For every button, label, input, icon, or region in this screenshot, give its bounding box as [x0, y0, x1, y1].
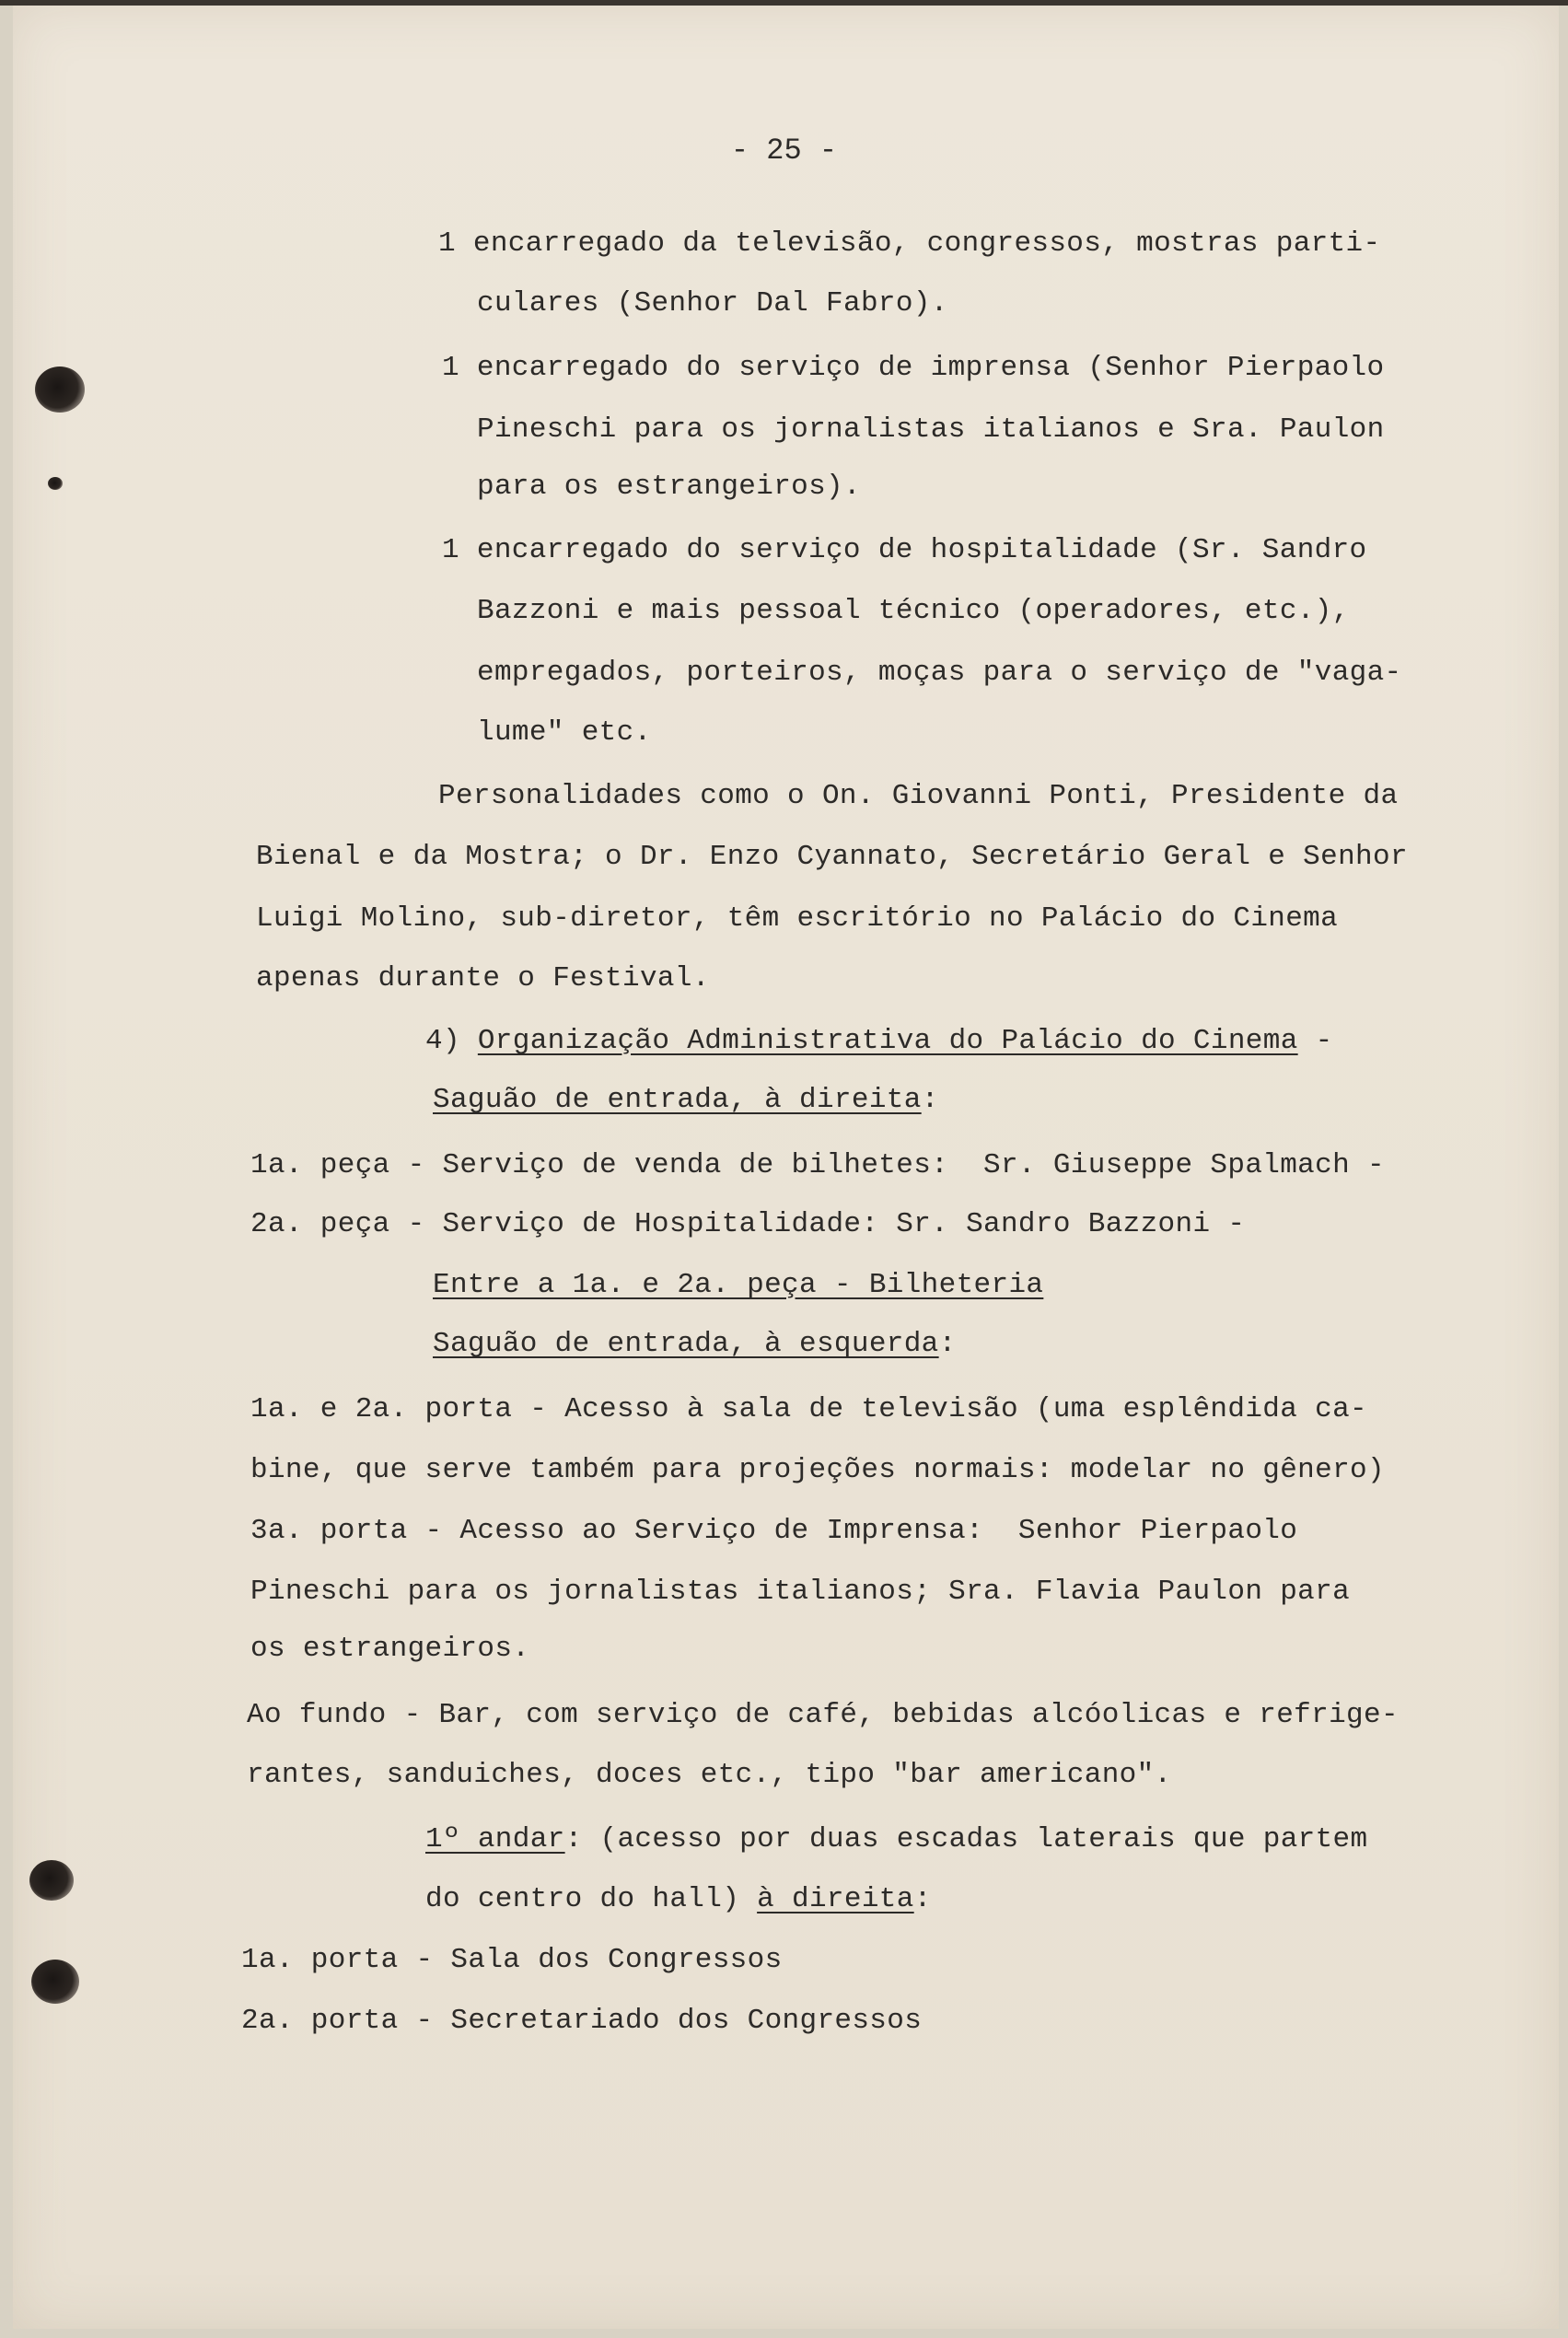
text-line: lume" etc. — [477, 716, 652, 749]
section-heading — [425, 1023, 1333, 1060]
punch-hole-bottom — [31, 1960, 79, 2004]
text-line: 1a. porta - Sala dos Congressos — [241, 1944, 783, 1976]
text-line: 1a. peça - Serviço de venda de bilhetes: Sr. Giuseppe Spalmach - — [250, 1149, 1385, 1181]
punch-mark-small — [48, 477, 63, 490]
text-line: Bazzoni e mais pessoal técnico (operadores, etc.), — [477, 595, 1350, 627]
section-number: 4) — [425, 1025, 478, 1057]
text-line: empregados, porteiros, moças para o serviço de "vaga- — [477, 657, 1402, 689]
text-line: culares (Senhor Dal Fabro). — [477, 287, 948, 320]
subheading — [425, 1821, 1367, 1858]
text-line: 1 encarregado do serviço de imprensa (Senhor Pierpaolo — [442, 352, 1385, 384]
text-line: 2a. porta - Secretariado dos Congressos — [241, 2005, 923, 2037]
subheading — [433, 1082, 939, 1119]
subheading: Entre a 1a. e 2a. peça - Bilheteria — [433, 1269, 1044, 1301]
punch-hole-top — [35, 366, 85, 413]
text-line: Pineschi para os jornalistas italianos; Sra. Flavia Paulon para — [250, 1576, 1351, 1608]
text-line: 1 encarregado da televisão, congressos, mostras parti- — [438, 227, 1381, 260]
text-colon: : — [913, 1883, 932, 1915]
text-line: 2a. peça - Serviço de Hospitalidade: Sr. Sandro Bazzoni - — [250, 1208, 1246, 1240]
text-line: os estrangeiros. — [250, 1633, 530, 1665]
text-line: para os estrangeiros). — [477, 471, 861, 503]
page-number: - 25 - — [730, 134, 838, 168]
text-line: 3a. porta - Acesso ao Serviço de Imprensa: Senhor Pierpaolo — [250, 1515, 1298, 1547]
text-line: Personalidades como o On. Giovanni Ponti, Presidente da — [438, 780, 1399, 812]
section-title: Organização Administrativa do Palácio do Cinema — [477, 1025, 1298, 1057]
text-line: 1a. e 2a. porta - Acesso à sala de televisão (uma esplêndida ca- — [250, 1393, 1367, 1425]
punch-hole-lower — [29, 1860, 74, 1901]
text-line: Luigi Molino, sub-diretor, têm escritório no Palácio do Cinema — [256, 902, 1339, 935]
text-line: Bienal e da Mostra; o Dr. Enzo Cyannato, Secretário Geral e Senhor — [256, 841, 1408, 873]
subheading-title: Saguão de entrada, à direita — [433, 1084, 922, 1116]
text-line: rantes, sanduiches, doces etc., tipo "bar americano". — [247, 1759, 1172, 1791]
text-line: Pineschi para os jornalistas italianos e Sra. Paulon — [477, 413, 1385, 446]
text-line: Ao fundo - Bar, com serviço de café, bebidas alcóolicas e refrige- — [247, 1699, 1399, 1731]
subheading-title: 1º andar — [425, 1823, 565, 1855]
text-lead: do centro do hall) — [425, 1883, 758, 1915]
subheading-colon: : — [938, 1328, 957, 1360]
section-dash: - — [1297, 1025, 1333, 1057]
text-line: bine, que serve também para projeções normais: modelar no gênero) — [250, 1454, 1385, 1486]
text-underlined: à direita — [757, 1883, 914, 1915]
text-line — [425, 1881, 932, 1918]
text-line: 1 encarregado do serviço de hospitalidade (Sr. Sandro — [442, 534, 1367, 566]
subheading-title: Saguão de entrada, à esquerda — [433, 1328, 939, 1360]
subheading — [433, 1326, 957, 1363]
subheading-text: : (acesso por duas escadas laterais que partem — [564, 1823, 1368, 1855]
text-line: apenas durante o Festival. — [256, 962, 710, 995]
subheading-colon: : — [921, 1084, 939, 1116]
